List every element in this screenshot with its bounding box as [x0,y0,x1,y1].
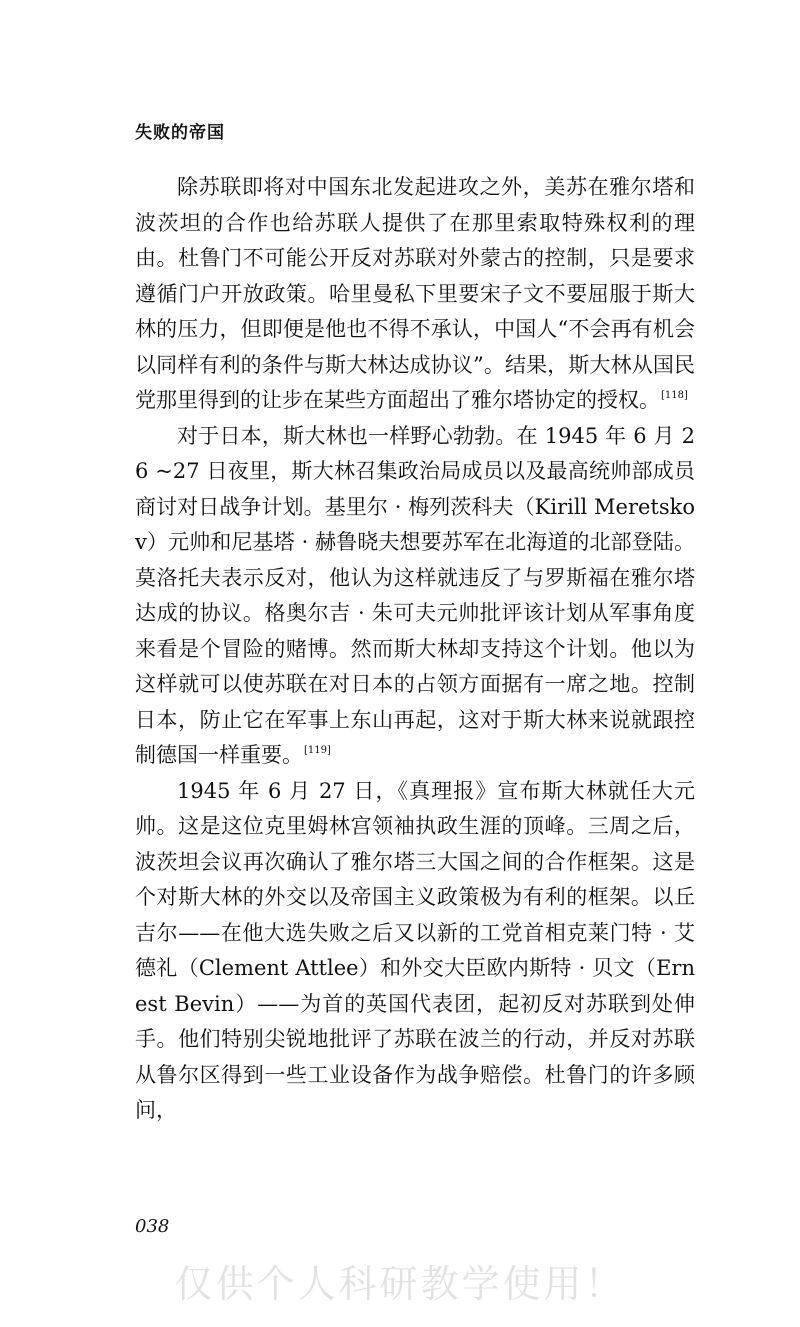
paragraph [135,170,695,419]
paragraph [135,774,695,1129]
paragraph [135,419,695,774]
body-text [135,170,695,1129]
paragraph-text: 1945 年 6 月 27 日，《真理报》宣布斯大林就任大元帅。这是这位克里姆林宫领袖执政生涯的顶峰。三周之后，波茨坦会议再次确认了雅尔塔三大国之间的合作框架。这是个对斯大林的外交以及帝国主义政策极为有利的框架。以丘吉尔——在他大选失败之后又以新的工党首相克莱门特 · 艾德礼（Clement Attlee）和外交大臣欧内斯特 · 贝文（Ernest Bevin）——为首的英国代表团，起初反对苏联到处伸手。他们特别尖锐地批评了苏联在波兰的行动，并反对苏联从鲁尔区得到一些工业设备作为战争赔偿。杜鲁门的许多顾问， [135,778,695,1122]
page-number: 038 [135,1216,170,1237]
watermark: 仅供个人科研教学使用！ [174,1262,626,1306]
paragraph-text: 除苏联即将对中国东北发起进攻之外，美苏在雅尔塔和波茨坦的合作也给苏联人提供了在那里索取特殊权利的理由。杜鲁门不可能公开反对苏联对外蒙古的控制，只是要求遵循门户开放政策。哈里曼私下里要宋子文不要屈服于斯大林的压力，但即便是他也不得不承认，中国人“不会再有机会以同样有利的条件与斯大林达成协议”。结果，斯大林从国民党那里得到的让步在某些方面超出了雅尔塔协定的授权。 [135,175,695,412]
running-head: 失败的帝国 [135,123,225,143]
citation-marker: [119] [304,745,331,756]
citation-marker: [118] [661,390,688,401]
paragraph-text: 对于日本，斯大林也一样野心勃勃。在 1945 年 6 月 26 ~27 日夜里，斯大林召集政治局成员以及最高统帅部成员商讨对日战争计划。基里尔 · 梅列茨科夫（Kirill Meretskov）元帅和尼基塔 · 赫鲁晓夫想要苏军在北海道的北部登陆。莫洛托夫表示反对，他认为这样就违反了与罗斯福在雅尔塔达成的协议。格奥尔吉 · 朱可夫元帅批评该计划从军事角度来看是个冒险的赌博。然而斯大林却支持这个计划。他以为这样就可以使苏联在对日本的占领方面据有一席之地。控制日本，防止它在军事上东山再起，这对于斯大林来说就跟控制德国一样重要。 [135,423,695,767]
